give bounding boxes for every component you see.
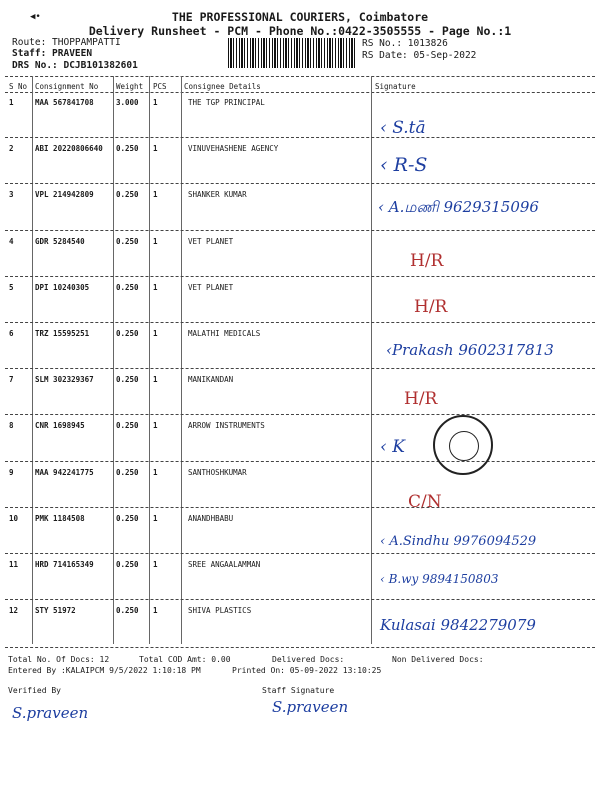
row-recipient-signature: ‹ R-S xyxy=(380,154,428,177)
row-consignment-number: HRD 714165349 xyxy=(35,560,94,569)
row-weight: 0.250 xyxy=(116,375,139,385)
route-label: Route: THOPPAMPATTI xyxy=(12,37,121,48)
row-consignee-name: SHANKER KUMAR xyxy=(188,190,247,200)
row-pieces: 1 xyxy=(153,329,158,338)
row-pieces: 1 xyxy=(153,421,158,431)
row-weight: 0.250 xyxy=(116,513,139,523)
printed-on: Printed On: 05-09-2022 13:10:25 xyxy=(232,666,382,675)
table-bottom-rule xyxy=(5,647,595,648)
total-cod: Total COD Amt: 0.00 xyxy=(139,655,231,664)
row-recipient-signature: ‹ A.Sindhu 9976094529 xyxy=(380,533,537,549)
row-weight: 0.250 xyxy=(116,467,139,477)
row-separator xyxy=(5,507,595,508)
row-serial-number: 2 xyxy=(9,144,14,154)
col-header-pcs: PCS xyxy=(153,82,167,91)
row-pieces: 1 xyxy=(153,606,158,616)
corner-mark: ◀• xyxy=(30,12,41,22)
rs-date: RS Date: 05-Sep-2022 xyxy=(362,50,477,61)
header-rule-top xyxy=(5,76,595,77)
row-consignment-number: GDR 5284540 xyxy=(35,236,85,246)
row-recipient-signature: H/R xyxy=(410,250,444,271)
row-consignee-name: SREE ANGAALAMMAN xyxy=(188,560,261,569)
header-rule-bottom xyxy=(5,92,595,93)
row-consignee-name: ARROW INSTRUMENTS xyxy=(188,421,265,431)
row-consignment-number: VPL 214942809 xyxy=(35,190,94,200)
row-consignment-number: TRZ 15595251 xyxy=(35,329,90,338)
row-serial-number: 11 xyxy=(9,560,19,569)
row-consignee-name: VET PLANET xyxy=(188,236,234,246)
verified-signature: S.praveen xyxy=(12,704,89,722)
row-serial-number: 8 xyxy=(9,421,14,431)
barcode xyxy=(228,38,356,68)
row-consignment-number: SLM 302329367 xyxy=(35,375,94,385)
row-separator xyxy=(5,276,595,277)
row-weight: 0.250 xyxy=(116,236,139,246)
total-docs: Total No. Of Docs: 12 xyxy=(8,655,110,664)
row-pieces: 1 xyxy=(153,144,158,154)
row-consignment-number: DPI 10240305 xyxy=(35,282,90,292)
column-divider xyxy=(181,76,182,644)
row-pieces: 1 xyxy=(153,467,158,477)
row-serial-number: 10 xyxy=(9,513,19,523)
row-consignee-name: VET PLANET xyxy=(188,282,234,292)
row-separator xyxy=(5,599,595,600)
row-separator xyxy=(5,137,595,138)
row-consignee-name: ANANDHBABU xyxy=(188,513,234,523)
row-separator xyxy=(5,368,595,369)
row-consignee-name: VINUVEHASHENE AGENCY xyxy=(188,144,279,154)
row-consignee-name: THE TGP PRINCIPAL xyxy=(188,98,265,107)
row-consignment-number: STY 51972 xyxy=(35,606,76,616)
row-separator xyxy=(5,414,595,415)
column-divider xyxy=(371,76,372,644)
row-serial-number: 5 xyxy=(9,282,14,292)
row-consignment-number: PMK 1184508 xyxy=(35,513,85,523)
row-weight: 0.250 xyxy=(116,190,139,200)
staff-signature: S.praveen xyxy=(272,698,349,716)
staff-label: Staff: PRAVEEN xyxy=(12,48,93,59)
row-recipient-signature: C/N xyxy=(408,491,442,512)
row-consignment-number: ABI 20220806640 xyxy=(35,144,103,154)
row-serial-number: 1 xyxy=(9,98,14,107)
row-weight: 3.000 xyxy=(116,98,139,107)
row-separator xyxy=(5,230,595,231)
row-weight: 0.250 xyxy=(116,421,139,431)
row-separator xyxy=(5,183,595,184)
column-divider xyxy=(32,76,33,644)
row-recipient-signature: ‹Prakash 9602317813 xyxy=(386,341,554,359)
row-serial-number: 6 xyxy=(9,329,14,338)
col-header-consignment: Consignment No xyxy=(35,82,99,91)
rs-number: RS No.: 1013826 xyxy=(362,38,448,49)
column-divider xyxy=(149,76,150,644)
staff-signature-label: Staff Signature xyxy=(262,686,335,695)
row-consignment-number: MAA 942241775 xyxy=(35,467,94,477)
row-recipient-signature: ‹ B.wy 9894150803 xyxy=(380,572,499,586)
col-header-weight: Weight xyxy=(116,82,144,91)
row-recipient-signature: ‹ K xyxy=(380,437,405,458)
row-weight: 0.250 xyxy=(116,606,139,616)
row-separator xyxy=(5,461,595,462)
runsheet-subtitle: Delivery Runsheet - PCM - Phone No.:0422-3505555 - Page No.:1 xyxy=(88,24,512,38)
row-weight: 0.250 xyxy=(116,560,139,569)
row-pieces: 1 xyxy=(153,190,158,200)
row-pieces: 1 xyxy=(153,513,158,523)
row-weight: 0.250 xyxy=(116,144,139,154)
column-divider xyxy=(113,76,114,644)
non-delivered-docs: Non Delivered Docs: xyxy=(392,655,484,664)
row-separator xyxy=(5,322,595,323)
row-pieces: 1 xyxy=(153,98,158,107)
company-stamp xyxy=(433,415,493,475)
row-serial-number: 4 xyxy=(9,236,14,246)
row-serial-number: 9 xyxy=(9,467,14,477)
row-consignee-name: MALATHI MEDICALS xyxy=(188,329,261,338)
delivered-docs: Delivered Docs: xyxy=(272,655,345,664)
verified-by-label: Verified By xyxy=(8,686,61,695)
row-pieces: 1 xyxy=(153,560,158,569)
row-pieces: 1 xyxy=(153,375,158,385)
row-recipient-signature: H/R xyxy=(404,389,438,410)
row-weight: 0.250 xyxy=(116,329,139,338)
row-consignment-number: CNR 1698945 xyxy=(35,421,85,431)
drs-number: DRS No.: DCJB101382601 xyxy=(12,60,138,71)
row-recipient-signature: H/R xyxy=(414,296,448,317)
row-consignment-number: MAA 567841708 xyxy=(35,98,94,107)
row-serial-number: 7 xyxy=(9,375,14,385)
row-recipient-signature: Kulasai 9842279079 xyxy=(380,616,536,635)
row-weight: 0.250 xyxy=(116,282,139,292)
row-pieces: 1 xyxy=(153,236,158,246)
col-header-consignee: Consignee Details xyxy=(184,82,261,91)
row-serial-number: 3 xyxy=(9,190,14,200)
row-consignee-name: MANIKANDAN xyxy=(188,375,234,385)
row-serial-number: 12 xyxy=(9,606,19,616)
row-separator xyxy=(5,553,595,554)
company-title: THE PROFESSIONAL COURIERS, Coimbatore xyxy=(171,10,429,24)
col-header-sno: S No xyxy=(9,82,28,91)
row-pieces: 1 xyxy=(153,282,158,292)
row-recipient-signature: ‹ S.tā xyxy=(380,118,426,138)
row-consignee-name: SANTHOSHKUMAR xyxy=(188,467,247,477)
row-consignee-name: SHIVA PLASTICS xyxy=(188,606,252,616)
entered-by: Entered By :KALAIPCM 9/5/2022 1:10:18 PM xyxy=(8,666,201,675)
row-recipient-signature: ‹ A.மணி 9629315096 xyxy=(378,198,539,217)
col-header-signature: Signature xyxy=(375,82,416,91)
